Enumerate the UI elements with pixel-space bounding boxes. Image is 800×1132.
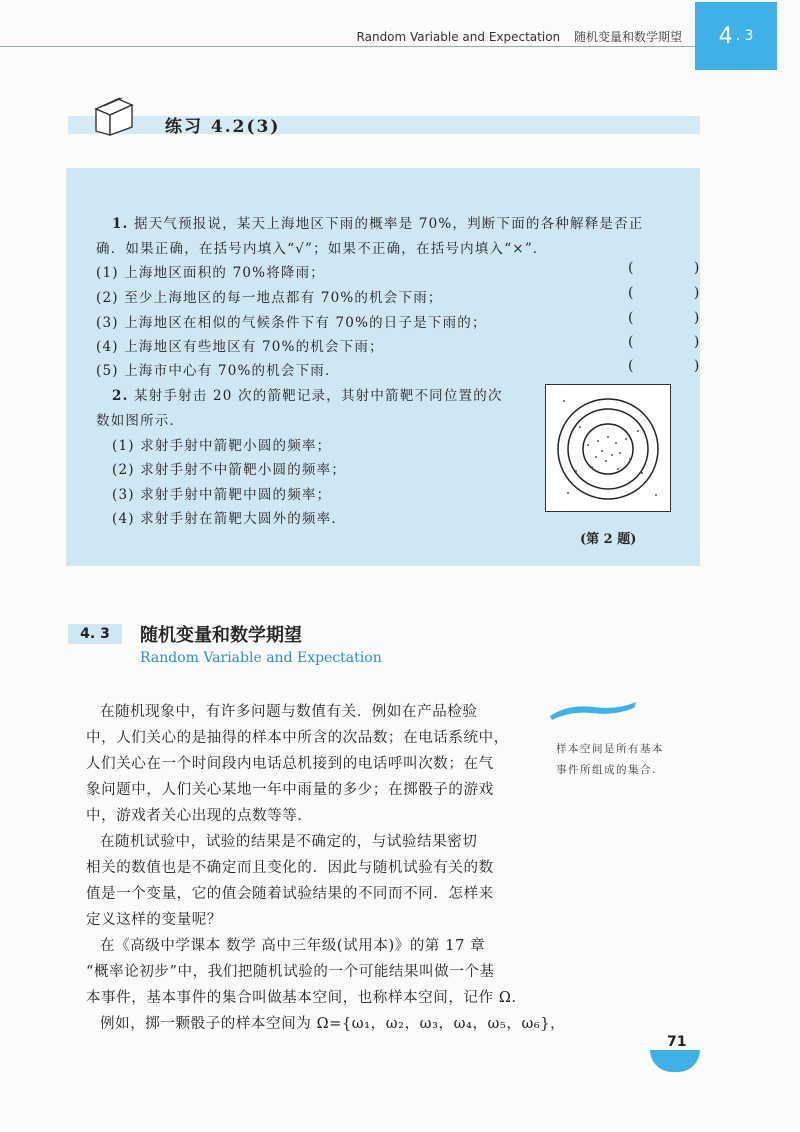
question-1-line-1 bbox=[112, 212, 644, 232]
question-1-item: (2) 至少上海地区的每一地点都有 70%的机会下雨； bbox=[96, 290, 443, 306]
question-1-line-2: 确．如果正确，在括号内填入“√”；如果不正确，在括号内填入“×”． bbox=[96, 241, 548, 257]
body-line: 在随机现象中，有许多问题与数值有关．例如在产品检验 bbox=[100, 704, 478, 720]
figure-caption: (第 2 题) bbox=[580, 532, 637, 547]
body-line: 值是一个变量，它的值会随着试验结果的不同而不同．怎样来 bbox=[86, 886, 494, 902]
header-rule bbox=[0, 46, 700, 47]
answer-paren: ( ) bbox=[628, 285, 728, 301]
section-tab bbox=[695, 2, 777, 70]
body-line: 定义这样的变量呢？ bbox=[86, 912, 222, 928]
section-subtitle: Random Variable and Expectation bbox=[140, 650, 382, 666]
question-1-item: (1) 上海地区面积的 70%将降雨； bbox=[96, 265, 326, 281]
question-2-text-1: 某射手射击 20 次的箭靶记录，其射中箭靶不同位置的次 bbox=[134, 388, 503, 404]
section-title: 随机变量和数学期望 bbox=[140, 625, 302, 646]
section-tab-sub: . 3 bbox=[735, 28, 754, 44]
book-icon bbox=[92, 95, 136, 137]
question-2-item: (4) 求射手射在箭靶大圆外的频率． bbox=[112, 511, 347, 527]
question-2-item: (2) 求射手射不中箭靶小圆的频率； bbox=[112, 462, 347, 478]
body-line: 中，游戏者关心出现的点数等等． bbox=[86, 808, 313, 824]
exercise-title: 练习 4.2(3) bbox=[165, 117, 281, 137]
body-line: 相关的数值也是不确定而且变化的．因此与随机试验有关的数 bbox=[86, 860, 494, 876]
note-brush-icon bbox=[548, 698, 638, 722]
answer-paren: ( ) bbox=[628, 260, 728, 276]
question-2-item: (3) 求射手射中箭靶中圆的频率； bbox=[112, 487, 332, 503]
question-2-line-2: 数如图所示． bbox=[96, 413, 185, 429]
question-1-item: (5) 上海市中心有 70%的机会下雨． bbox=[96, 363, 340, 379]
question-1-number: 1. bbox=[112, 216, 129, 232]
target-figure bbox=[545, 384, 671, 512]
body-line: 在随机试验中，试验的结果是不确定的，与试验结果密切 bbox=[100, 834, 478, 850]
body-line: 人们关心在一个时间段内电话总机接到的电话呼叫次数；在气 bbox=[86, 756, 494, 772]
question-1-item: (3) 上海地区在相似的气候条件下有 70%的日子是下雨的； bbox=[96, 315, 487, 331]
question-1-item: (4) 上海地区有些地区有 70%的机会下雨； bbox=[96, 339, 384, 355]
section-tab-main: 4 bbox=[718, 23, 733, 49]
question-2-number: 2. bbox=[112, 388, 129, 404]
running-header bbox=[357, 28, 682, 45]
page-number: 71 bbox=[667, 1034, 687, 1050]
body-line: 在《高级中学课本 数学 高中三年级(试用本)》的第 17 章 bbox=[100, 938, 486, 954]
body-line: 象问题中，人们关心某地一年中雨量的多少；在掷骰子的游戏 bbox=[86, 782, 494, 798]
page-tab bbox=[650, 1050, 700, 1072]
exercise-heading-band bbox=[68, 116, 700, 134]
answer-paren: ( ) bbox=[628, 358, 728, 374]
body-line: 例如，掷一颗骰子的样本空间为 Ω={ω₁，ω₂，ω₃，ω₄，ω₅，ω₆}， bbox=[100, 1016, 566, 1032]
body-line: 本事件，基本事件的集合叫做基本空间，也称样本空间，记作 Ω． bbox=[86, 990, 527, 1006]
margin-note-line-1: 样本空间是所有基本 bbox=[556, 743, 664, 755]
body-line: “概率论初步”中，我们把随机试验的一个可能结果叫做一个基 bbox=[86, 964, 495, 980]
header-en-title: Random Variable and Expectation bbox=[356, 30, 561, 44]
section-number: 4. 3 bbox=[68, 624, 122, 644]
header-cn-title: 随机变量和数学期望 bbox=[573, 30, 682, 44]
question-2-line-1 bbox=[112, 384, 503, 404]
target-rings bbox=[546, 385, 670, 511]
question-1-text-1: 据天气预报说，某天上海地区下雨的概率是 70%，判断下面的各种解释是否正 bbox=[134, 216, 644, 232]
question-2-item: (1) 求射手射中箭靶小圆的频率； bbox=[112, 438, 332, 454]
margin-note-line-2: 事件所组成的集合. bbox=[556, 764, 657, 776]
answer-paren: ( ) bbox=[628, 334, 728, 350]
body-line: 中，人们关心的是抽得的样本中所含的次品数；在电话系统中， bbox=[86, 730, 509, 746]
answer-paren: ( ) bbox=[628, 310, 728, 326]
